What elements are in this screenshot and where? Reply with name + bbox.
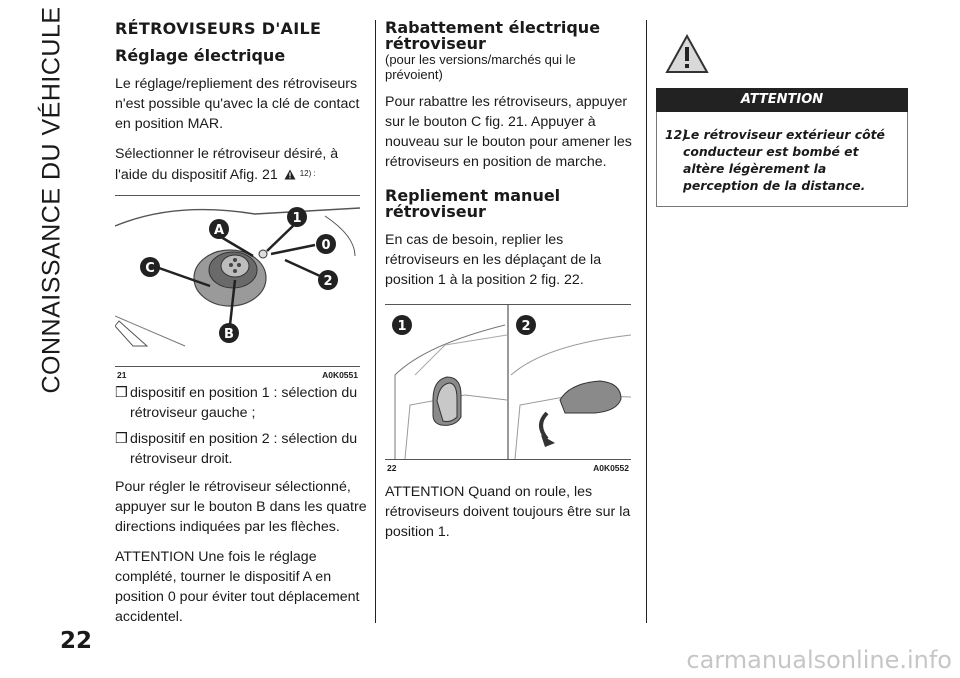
attention-label: 12): [665, 127, 688, 142]
figure-number: 22: [387, 463, 397, 473]
section-title: Rabattement électrique rétroviseur: [385, 18, 601, 53]
figure-22-illustration: [385, 305, 631, 459]
paragraph: ATTENTION Quand on roule, les rétroviseurs doivent toujours être sur la position 1.: [385, 484, 631, 540]
checkbox-bullet-icon: ❒: [115, 385, 128, 401]
callout-label: 1: [292, 211, 302, 226]
callout-label: B: [224, 327, 234, 342]
attention-text: Le rétroviseur extérieur côté conducteur est bombé et altère légèrement la perception de la distance.: [683, 127, 885, 193]
figure-22: [385, 304, 631, 473]
watermark: carmanualsonline.info: [686, 646, 952, 674]
callout-label: A: [213, 223, 225, 238]
attention-note: [665, 126, 899, 194]
figure-number: 21: [117, 370, 127, 380]
list-item: [115, 429, 367, 469]
warning-triangle-icon: [665, 34, 709, 74]
paragraph: Le réglage/repliement des rétroviseurs n'est possible qu'avec la clé de contact en position MAR.: [115, 76, 360, 132]
attention-heading: ATTENTION: [656, 88, 908, 112]
paragraph: ATTENTION Une fois le réglage complété, tourner le dispositif A en position 0 pour éviter tout déplacement accidentel.: [115, 549, 360, 625]
figure-21-illustration: [115, 196, 360, 366]
figure-code: A0K0552: [593, 463, 629, 473]
warning-icon: [284, 169, 296, 180]
section-title: Repliement manuel rétroviseur: [385, 186, 561, 221]
callout-label: 1: [397, 319, 407, 334]
column-2: [385, 20, 637, 552]
paragraph: Pour rabattre les rétroviseurs, appuyer sur le bouton C fig. 21. Appuyer à nouveau sur le bouton pour amener les rétroviseurs en position de marche.: [385, 94, 632, 170]
list-item-text: dispositif en position 1 : sélection du rétroviseur gauche ;: [130, 385, 358, 421]
section-title: RÉTROVISEURS D'AILE: [115, 19, 322, 38]
side-section-title: [22, 6, 82, 394]
paragraph: Pour régler le rétroviseur sélectionné, appuyer sur le bouton B dans les quatre directions indiquées par les flèches.: [115, 479, 367, 535]
paragraph-text: Sélectionner le rétroviseur désiré, à l'aide du dispositif Afig. 21: [115, 146, 339, 183]
callout-label: 2: [521, 319, 531, 334]
column-divider: [646, 20, 647, 623]
paragraph: En cas de besoin, replier les rétroviseurs en les déplaçant de la position 1 à la position 2 fig. 22.: [385, 232, 602, 288]
section-subtitle: Réglage électrique: [115, 46, 286, 65]
note-reference: 12) :: [299, 169, 316, 178]
attention-box: [656, 88, 908, 207]
figure-code: A0K0551: [322, 370, 358, 380]
callout-label: C: [145, 261, 155, 276]
checkbox-bullet-icon: ❒: [115, 431, 128, 447]
list-item: [115, 383, 367, 423]
callout-label: 0: [321, 238, 331, 253]
note: (pour les versions/marchés qui le prévoient): [385, 52, 576, 82]
column-1: [115, 20, 367, 637]
callout-label: 2: [323, 274, 333, 289]
paragraph: [115, 144, 367, 185]
figure-21: [115, 195, 360, 380]
list-item-text: dispositif en position 2 : sélection du rétroviseur droit.: [130, 431, 358, 467]
column-divider: [375, 20, 376, 623]
page-number: 22: [60, 628, 93, 654]
attention-body: [656, 112, 908, 207]
side-section-title-text: CONNAISSANCE DU VÉHICULE: [37, 6, 66, 394]
